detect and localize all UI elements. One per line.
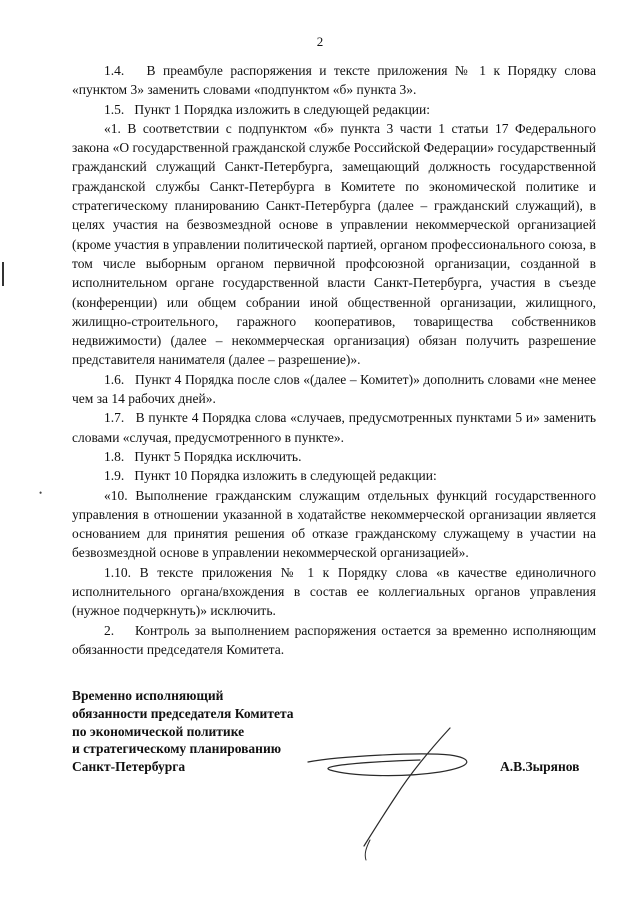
signer-title-line: обязанности председателя Комитета: [72, 705, 294, 721]
paragraph-1-4: 1.4. В преамбуле распоряжения и тексте приложения № 1 к Порядку слова «пунктом 3» заменить словами «подпунктом «б» пункта 3».: [72, 63, 596, 98]
signer-title-line: и стратегическому планированию: [72, 741, 282, 757]
signer-title-line: Санкт-Петербурга: [72, 759, 186, 775]
paragraph-1-6: 1.6. Пункт 4 Порядка после слов «(далее – Комитет)» дополнить словами «не менее чем за 14 рабочих дней».: [72, 371, 596, 407]
paragraph-2: 2. Контроль за выполнением распоряжения остается за временно исполняющим обязанности председателя Комитета.: [72, 622, 596, 657]
signer-name: А.В.Зырянов: [500, 759, 580, 774]
signer-title-line: по экономической политике: [72, 723, 245, 739]
signature-stroke: [308, 754, 467, 776]
paragraph-1-10: 1.10. В тексте приложения № 1 к Порядку слова «в качестве единоличного исполнительного органа/вхождения в состав ее коллегиальных органов управления (нужное подчеркнуть)» исключить.: [72, 564, 596, 619]
paragraph-point-10-text: «10. Выполнение гражданским служащим отдельных функций государственного управления в отношении указанной в ходатайстве некоммерческой организации является основанием для принятия решения об отказе гражданскому служащему в участии на безвозмездной основе в управлении некоммерческой организацией».: [72, 487, 596, 561]
paragraph-point-1-text: «1. В соответствии с подпунктом «б» пункта 3 части 1 статьи 17 Федерального закона «О государственной гражданской службе Российской Федерации» государственный гражданский служащий Санкт-Петербурга, замещающий должность государственной гражданской службы Санкт-Петербурга в Комитете по экономической политике и стратегическому планированию Санкт-Петербурга (далее – гражданский служащий), в целях участия на безвозмездной основе в управлении некоммерческой организацией (кроме участия в управлении политической партией, органом профессионального союза, в том числе выборным органом первичной профсоюзной организации, созданной в исполнительном органе государственной власти Санкт-Петербурга, участия в съезде (конференции) или общем собрании иной общественной организации, жилищного, жилищно-строительного, гаражного кооперативов, товарищества собственников недвижимости) (далее – некоммерческая организация) обязан получить разрешение представителя нанимателя (далее – разрешение)».: [72, 120, 596, 368]
handwritten-signature: [300, 722, 500, 862]
margin-scan-mark: [2, 262, 4, 286]
signer-title-line: Временно исполняющий: [72, 688, 224, 703]
page-number: 2: [316, 34, 324, 49]
paragraph-1-9: 1.9. Пункт 10 Порядка изложить в следующей редакции:: [104, 468, 437, 484]
paragraph-1-5: 1.5. Пункт 1 Порядка изложить в следующей редакции:: [104, 101, 431, 117]
signature-stroke: [364, 728, 450, 846]
paragraph-1-7: 1.7. В пункте 4 Порядка слова «случаев, предусмотренных пунктами 5 и» заменить словами «случая, предусмотренного в пункте».: [72, 410, 596, 445]
signer-title-block: [72, 687, 293, 776]
paragraph-1-8: 1.8. Пункт 5 Порядка исключить.: [104, 448, 302, 464]
margin-scan-dot: •: [39, 488, 43, 498]
document-body: [72, 61, 596, 659]
